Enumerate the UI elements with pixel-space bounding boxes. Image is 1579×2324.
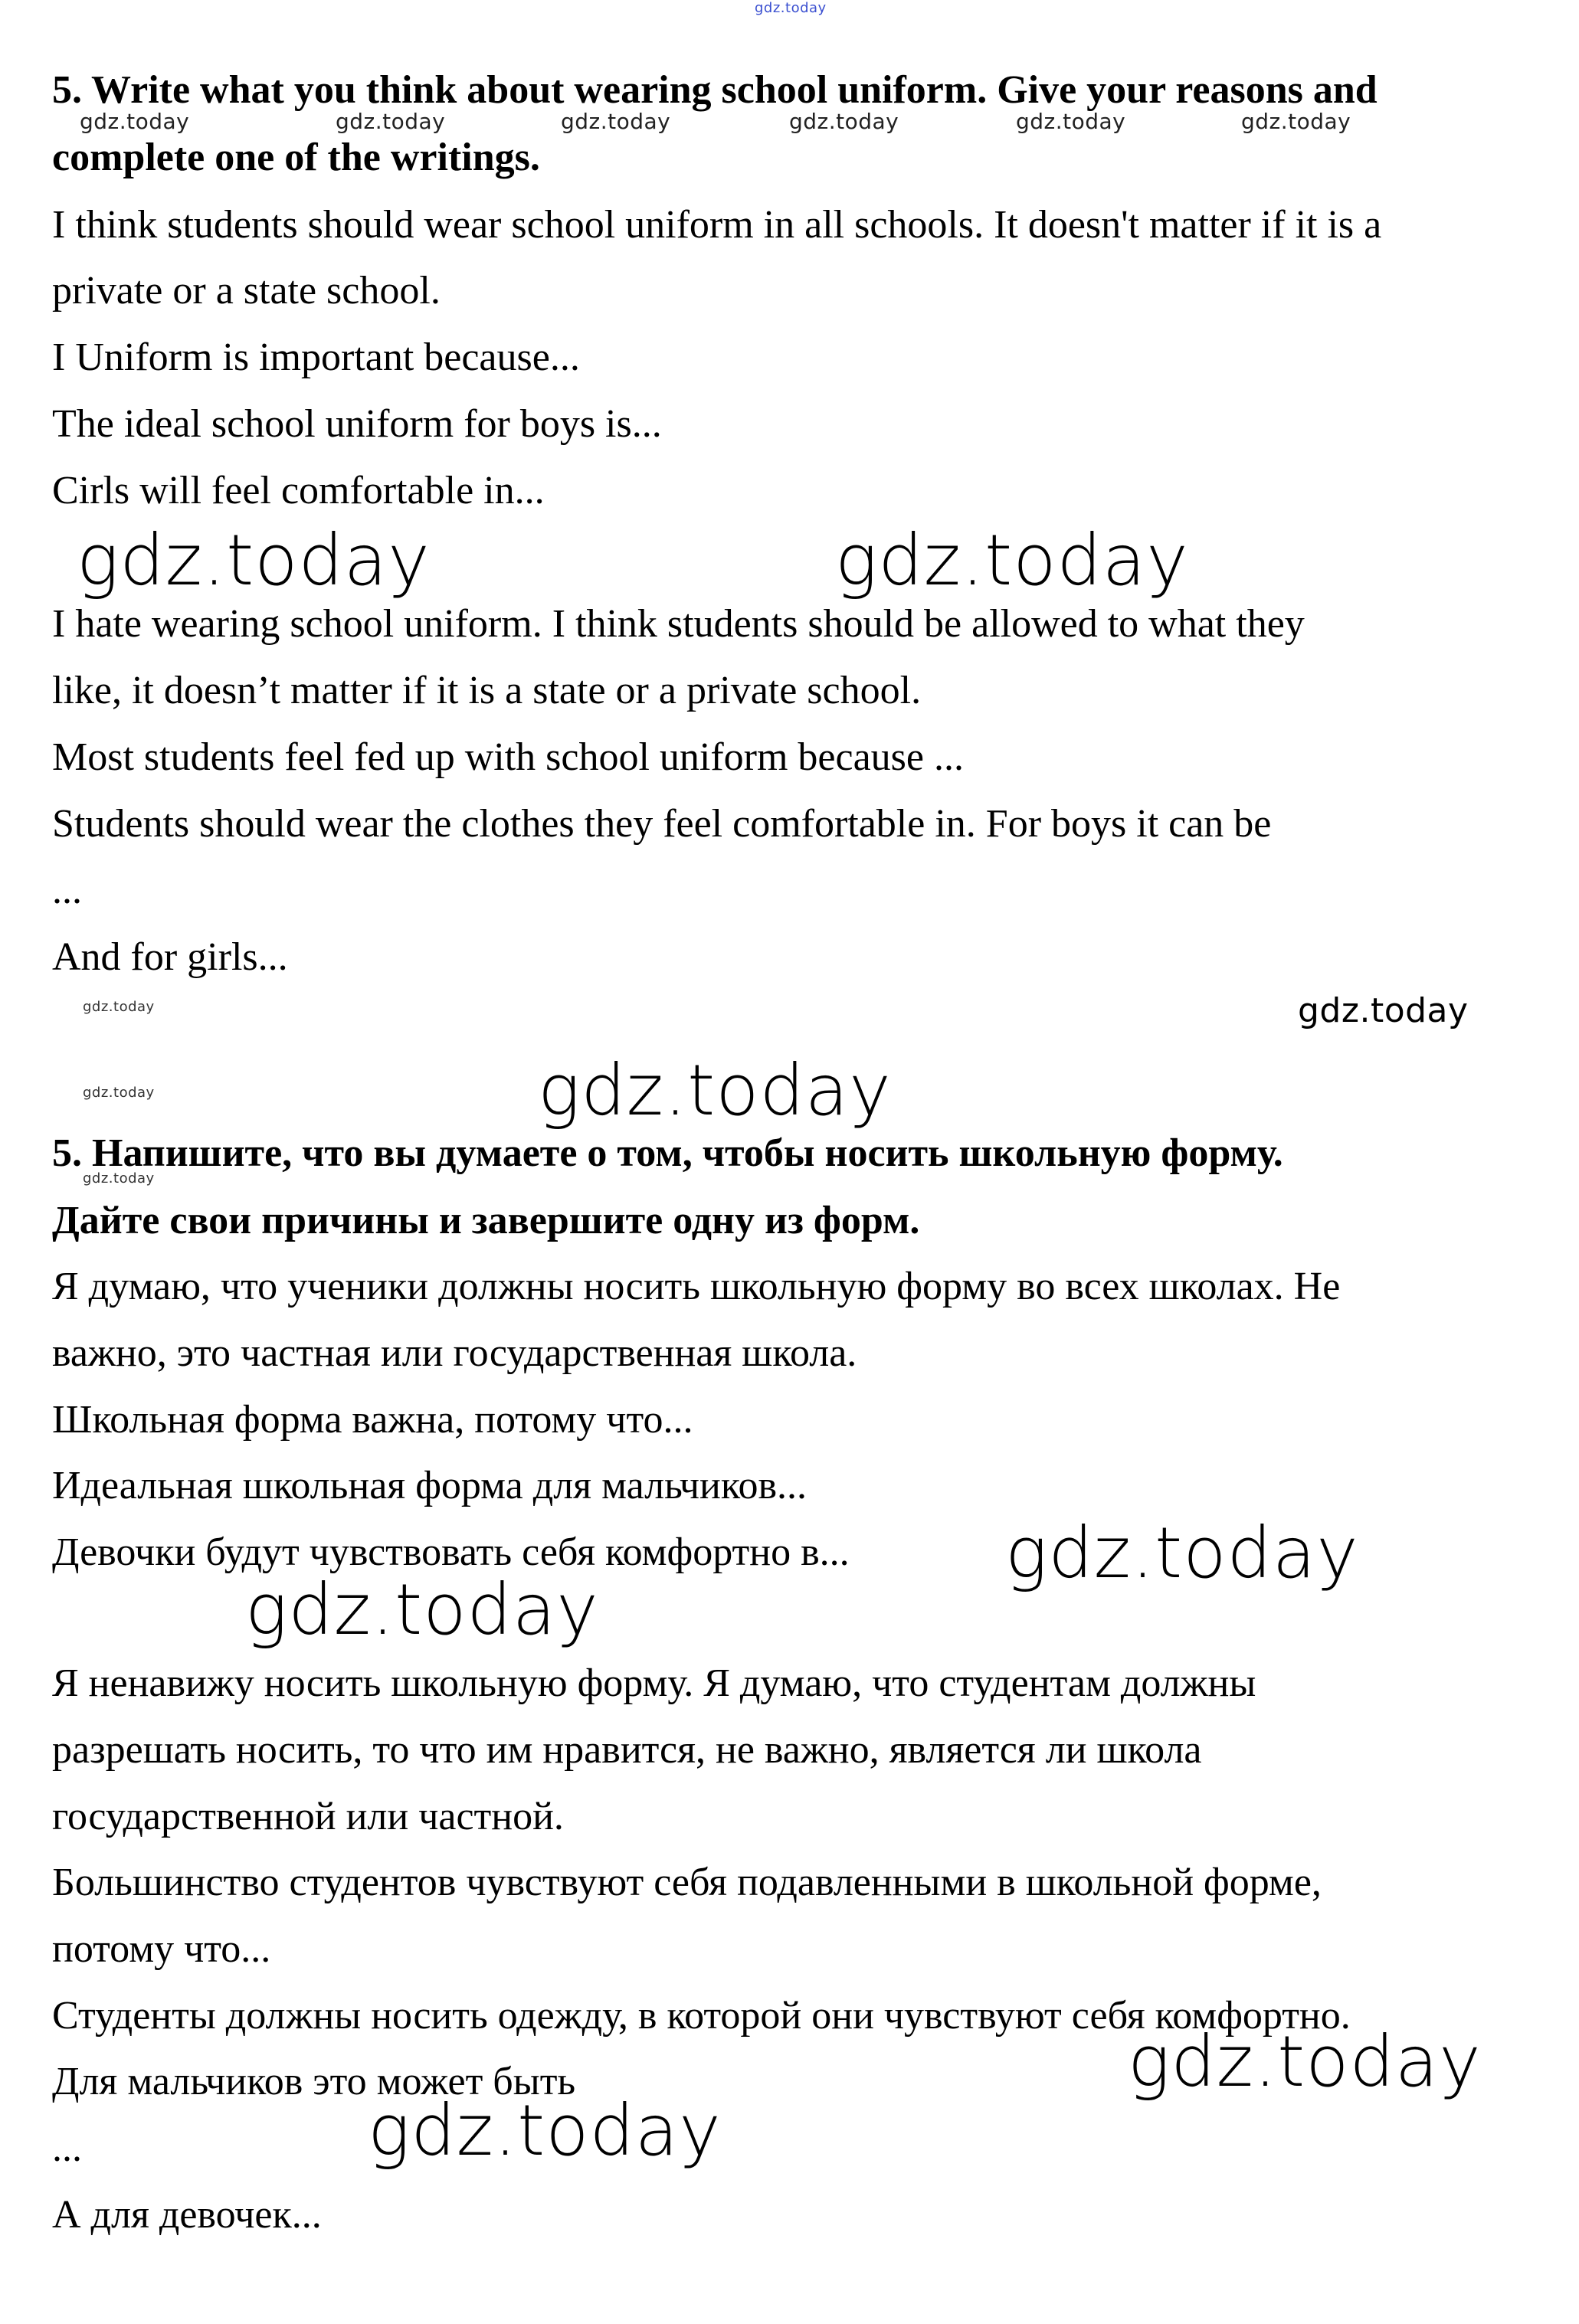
watermark-small: gdz.today	[336, 109, 446, 134]
watermark-tiny: gdz.today	[83, 1085, 155, 1101]
watermark-large: gdz.today	[835, 519, 1189, 601]
russian-text-line: Идеальная школьная форма для мальчиков...	[52, 1464, 808, 1507]
russian-text-line: ...	[52, 2126, 82, 2170]
watermark-top: gdz.today	[755, 0, 827, 16]
watermark-tiny: gdz.today	[83, 1170, 155, 1187]
english-text-line: I think students should wear school uniform in all schools. It doesn't matter if it is a	[52, 203, 1382, 247]
watermark-large: gdz.today	[77, 519, 431, 601]
russian-text-line: потому что...	[52, 1927, 271, 1971]
watermark-small: gdz.today	[1016, 109, 1126, 134]
watermark-large: gdz.today	[1128, 2021, 1482, 2103]
english-text-line: Cirls will feel comfortable in...	[52, 469, 545, 512]
russian-task-heading-line-2: Дайте свои причины и завершите одну из форм.	[52, 1199, 920, 1242]
watermark-small: gdz.today	[80, 109, 190, 134]
english-text-line: private or a state school.	[52, 269, 441, 313]
russian-text-line: А для девочек...	[52, 2193, 322, 2237]
english-text-line: ...	[52, 869, 82, 912]
english-text-line: I hate wearing school uniform. I think students should be allowed to what they	[52, 602, 1305, 646]
russian-text-line: Большинство студентов чувствуют себя подавленными в школьной форме,	[52, 1861, 1322, 1904]
russian-text-line: разрешать носить, то что им нравится, не важно, является ли школа	[52, 1728, 1202, 1772]
russian-text-line: Я ненавижу носить школьную форму. Я думаю, что студентам должны	[52, 1661, 1256, 1705]
watermark-large: gdz.today	[245, 1569, 599, 1651]
watermark-large: gdz.today	[368, 2090, 722, 2172]
english-task-heading-line-2: complete one of the writings.	[52, 136, 540, 179]
russian-text-line: государственной или частной.	[52, 1795, 564, 1838]
english-text-line: The ideal school uniform for boys is...	[52, 402, 662, 446]
watermark-small: gdz.today	[789, 109, 899, 134]
russian-text-line: важно, это частная или государственная школа.	[52, 1331, 857, 1375]
watermark-large: gdz.today	[1005, 1512, 1359, 1594]
watermark-small: gdz.today	[561, 109, 671, 134]
english-text-line: And for girls...	[52, 935, 288, 979]
english-text-line: Most students feel fed up with school uniform because ...	[52, 735, 964, 779]
russian-text-line: Студенты должны носить одежду, в которой они чувствуют себя комфортно.	[52, 1994, 1351, 2038]
english-text-line: Students should wear the clothes they feel comfortable in. For boys it can be	[52, 802, 1272, 846]
english-text-line: like, it doesn’t matter if it is a state or a private school.	[52, 669, 922, 712]
watermark-large: gdz.today	[538, 1049, 892, 1131]
russian-task-heading-line-1: 5. Напишите, что вы думаете о том, чтобы носить школьную форму.	[52, 1131, 1283, 1175]
russian-text-line: Для мальчиков это может быть	[52, 2060, 576, 2103]
russian-text-line: Школьная форма важна, потому что...	[52, 1398, 693, 1442]
watermark-small: gdz.today	[1241, 109, 1351, 134]
russian-text-line: Я думаю, что ученики должны носить школьную форму во всех школах. Не	[52, 1265, 1341, 1308]
russian-text-line: Девочки будут чувствовать себя комфортно в...	[52, 1530, 850, 1574]
english-text-line: I Uniform is important because...	[52, 336, 580, 379]
english-task-heading-line-1: 5. Write what you think about wearing school uniform. Give your reasons and	[52, 68, 1378, 112]
watermark-tiny: gdz.today	[83, 999, 155, 1015]
watermark-medium: gdz.today	[1298, 991, 1469, 1030]
